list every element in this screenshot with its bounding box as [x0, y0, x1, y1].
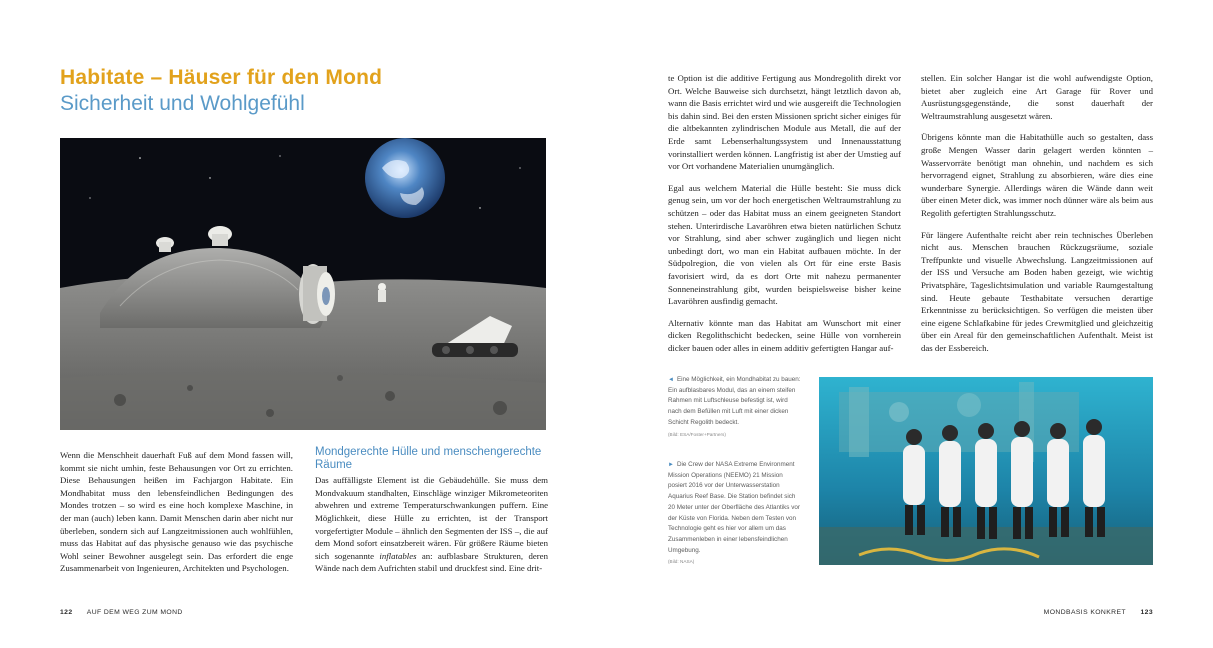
caption-habitat-text: Eine Möglichkeit, ein Mondhabitat zu bauen: Ein aufblasbares Modul, das an einem steifen Rahmen mit Luftschleuse befestigt ist, wird nach dem Befüllen mit Luft mit einer dicken Schicht Regolith bedeckt.: [668, 376, 801, 426]
right-text-column-1: [668, 72, 901, 354]
section-paragraph: Das auffälligste Element ist die Gebäudehülle. Sie muss dem Mondvakuum standhalten, Einschläge winziger Mikrometeoriten abwehren und extreme Temperaturschwankungen puffern. Eine Möglichkeit, diese Hülle zu errichten, ist der Transport vorgefertigter Module – ähnlich den Segmenten der ISS –, die auf dem Mond sofort einsatzbereit wären. Für größere Räume bieten sich sogenannte inflatables an: aufblasbare Strukturen, deren Wände nach dem Aufrichten stabil und druckfest sind. Eine drit-: [315, 475, 548, 574]
right-col2-paragraph-1: stellen. Ein solcher Hangar ist die wohl aufwendigste Option, bietet aber zugleich eine Art Garage für Rover und Ausrüstungsgegenstände, die sonst dauerhaft der Weltraumstrahlung ausgesetzt wären.: [921, 73, 1153, 121]
inflatables-term: inflatables: [379, 550, 417, 561]
right-footer: [1040, 609, 1153, 616]
caption-habitat-credit: (Bild: ESA/Foster+Partners): [668, 431, 726, 437]
earth-planet: [365, 138, 445, 218]
right-col2-paragraph-2: Übrigens könnte man die Habitathülle auch so gestalten, dass große Mengen Wasser darin gelagert werden könnten – Wasservorräte benötigt man ohnehin, und nachdem es sich hervorragend eignet, Strahlung zu absorbieren, wäre dies eine wunderbare Synergie. Allerdings wären die Wände dann weit über einen Meter dick, was immer noch dünner wäre als beim aus Regolith gefertigten Strahlungsschutz.: [921, 132, 1153, 218]
caption-neemo-text: Die Crew der NASA Extreme Environment Mission Operations (NEEMO) 21 Mission posiert 2016 vor der Unterwasserstation Aquarius Reef Base. Die Station befindet sich 20 Meter unter der Oberfläche des Atlantiks vor der Küste von Florida. Neben dem Testen von Technologie geht es hier vor allem um das Zusammenleben in einer lebensfeindlichen Umgebung.: [668, 461, 800, 554]
caption-neemo-credit: (Bild: NASA): [668, 559, 695, 565]
right-col1-paragraph-3: Alternativ könnte man das Habitat am Wunschort mit einer dicken Regolithschicht bedecken, seine Hülle von vornherein dicker bauen oder alles in einem additiv gefertigten Hangar auf-: [668, 317, 901, 353]
right-col1-paragraph-1: te Option ist die additive Fertigung aus Mondregolith direkt vor Ort. Welche Bauweise sich durchsetzt, hängt letztlich davon ab, wann die Basis errichtet wird und wie ausgereift die Technologien bis dahin sind. Bei den ersten Missionen spricht sicher einiges für die altbekannten zylindrischen Module aus Metall, die auf der Erde samt Lebenserhaltungssystem und Innenausstattung vorinstalliert werden können. Langfristig ist aber der Umstieg auf vor Ort vorhandene Materialien unumgänglich.: [668, 73, 902, 172]
intro-text-column: [60, 449, 293, 575]
section-heading: Mondgerechte Hülle und menschengerechte Räume: [315, 446, 542, 471]
right-col1-paragraph-2: Egal aus welchem Material die Hülle besteht: Sie muss dick genug sein, um vor der hoch energetischen Weltraumstrahlung zu schützen – oder das Habitat muss an einem geeigneten Standort stehen. Unterirdische Lavaröhren etwa bieten natürlichen Schutz vor Strahlung, sind aber schwer zugänglich und liegen nicht unbedingt dort, wo man ein Habitat aufbauen möchte. In der Südpolregion, die von vielen als Ort für eine erste Basis favorisiert wird, da es dort Orte mit nahezu permanenter Sonneneinstrahlung gibt, wurden beispielsweise bisher keine Lavaröhren ausfindig gemacht.: [668, 182, 901, 307]
caption-left-arrow-icon: ◄: [668, 377, 674, 383]
left-footer-label: AUF DEM WEG ZUM MOND: [86, 609, 183, 616]
section-text-column: [315, 446, 548, 575]
caption-right-arrow-icon: ►: [668, 462, 674, 468]
left-page-number: 122: [60, 609, 73, 616]
page-subtitle: Sicherheit und Wohlgefühl: [60, 92, 305, 115]
intro-paragraph: Wenn die Menschheit dauerhaft Fuß auf dem Mond fassen will, kommt sie nicht umhin, feste Behausungen vor Ort zu errichten. Diese Behausungen heißen im Fachjargon Habitate. Ein Mondhabitat muss den lebensfeindlichen Bedingungen des Mondes trotzen – so wird es eine hoch komplexe Maschine, in der man (auch) leben kann. Damit Menschen darin aber nicht nur überleben, sondern sich auf Langzeitmissionen auch wohlfühlen, muss das Habitat auf das physische genauso wie das psychische Wohl seiner Bewohner ausgelegt sein. Das erfordert die enge Zusammenarbeit von Ingenieuren, Architekten und Psychologen.: [60, 450, 293, 574]
page-title: Habitate – Häuser für den Mond: [60, 66, 383, 89]
right-page-number: 123: [1140, 609, 1153, 616]
right-col2-paragraph-3: Für längere Aufenthalte reicht aber rein technisches Überleben nicht aus. Menschen brauchen Rückzugsräume, soziale Treffpunkte und visuelle Abwechslung. Langzeitmissionen auf der ISS und Versuche am Boden haben gezeigt, wie wichtig Privatsphäre, Tageslichtsimulation und variable Raumgestaltung sind. Heute gebaute Testhabitate versuchen derartige Erkenntnisse zu berücksichtigen. So verfügen die meisten über eine eigene Schlafkabine für jedes Crewmitglied und gleichzeitig über ein Areal für den gemeinschaftlichen Aufenthalt. Meist ist das der Essbereich.: [921, 229, 1153, 353]
right-footer-label: MONDBASIS KONKRET: [1043, 609, 1126, 616]
left-footer: [60, 609, 183, 616]
right-text-column-2: [921, 72, 1153, 354]
moon-habitat-photo: [60, 138, 546, 430]
underwater-crew-photo: [819, 377, 1153, 565]
caption-habitat: [668, 375, 801, 439]
caption-neemo: [668, 460, 803, 566]
